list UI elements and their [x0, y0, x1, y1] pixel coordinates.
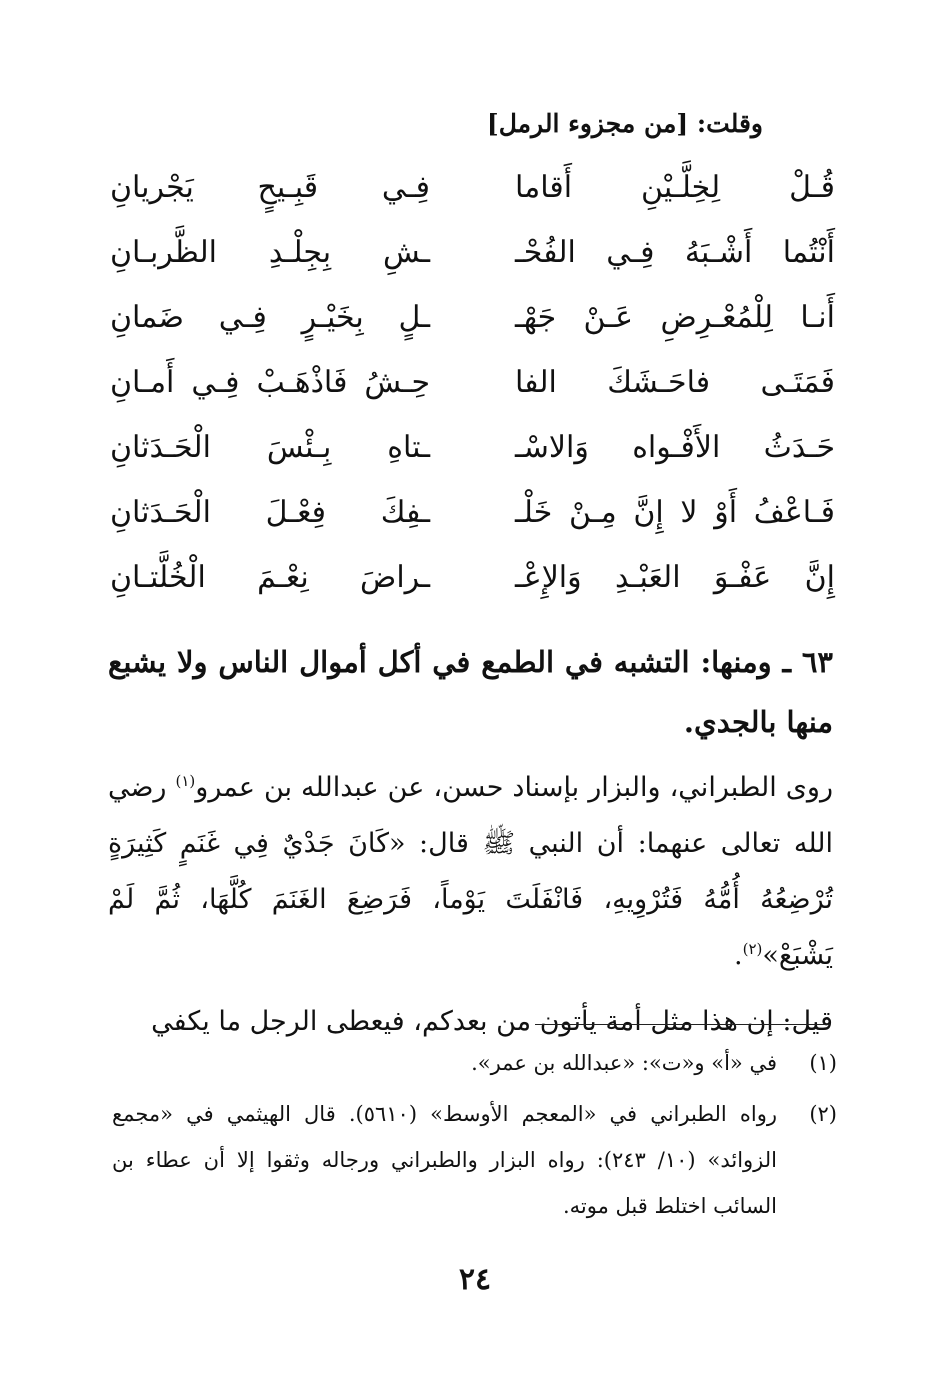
verse-second-hemistich: ـشِ بِجِلْـدِ الظَّربـانِ: [110, 235, 430, 270]
footnote-number: (١): [809, 1051, 837, 1075]
page-number: ٢٤: [458, 1262, 492, 1297]
verse-first-hemistich: أَنْتُما أَشْـبَهُ فِـي الفُحْـ: [515, 235, 835, 270]
verse-second-hemistich: حِـشُ فَاذْهَـبْ فِـي أَمـانِ: [110, 365, 430, 400]
verse-first-hemistich: فَمَتَـى فاحَـشَكَ الفا: [515, 365, 835, 400]
verse-second-hemistich: ـراضَ نِعْـمَ الْخُلَّتـانِ: [110, 560, 430, 595]
verse-second-hemistich: ـفِكَ فِعْـلَ الْحَـدَثانِ: [110, 495, 430, 530]
verse-second-hemistich: ـلٍ بِخَيْـرٍ فِـي ضَمانِ: [110, 300, 430, 335]
verse-first-hemistich: فَـاعْفُ أَوْ لا إِنَّ مِـنْ خَلْـ: [515, 495, 835, 530]
footnote-ref-1: (١): [175, 772, 196, 790]
footnote-number: (٢): [809, 1102, 837, 1126]
paragraph-text: روى الطبراني، والبزار بإسناد حسن، عن عبدالله بن عمرو: [195, 772, 833, 803]
footnote-ref-2: (٢): [742, 940, 763, 958]
footnote: [112, 1091, 837, 1229]
commentary-paragraph: قيل: إن هذا مثل أمة يأتون من بعدكم، فيعطى الرجل ما يكفي: [151, 1006, 833, 1037]
poem-verse: [100, 420, 835, 485]
poem-verse: [100, 160, 835, 225]
footnotes: [112, 1040, 837, 1229]
verse-first-hemistich: حَـدَثُ الأَفْـواه وَالاسْـ: [515, 430, 835, 465]
verse-first-hemistich: قُـلْ لِخِلَّـيْنِ أَقاما: [515, 170, 835, 205]
verse-first-hemistich: إِنَّ عَفْـوَ العَبْـدِ وَالإِعْـ: [515, 560, 835, 595]
footnote-divider: [535, 1024, 830, 1025]
verse-second-hemistich: فِـي قَبِـيحٍ يَجْريانِ: [110, 170, 430, 205]
poem: [100, 160, 835, 615]
footnote: [112, 1040, 837, 1086]
paragraph-end: .: [733, 940, 743, 971]
poem-verse: [100, 485, 835, 550]
body-text: [108, 760, 833, 1050]
poem-verse: [100, 355, 835, 420]
poem-verse: [100, 225, 835, 290]
footnote-text: رواه الطبراني في «المعجم الأوسط» (٥٦١٠). قال الهيثمي في «مجمع الزوائد» (١٠/ ٢٤٣): رواه البزار والطبراني ورجاله وثقوا إلا أن عطاء بن السائب اختلط قبل موته.: [112, 1102, 777, 1218]
footnote-text: في «أ» و«ت»: «عبدالله بن عمر».: [471, 1051, 777, 1075]
paragraph-text: رضي الله تعالى عنهما: أن النبي ﷺ قال: «كَانَ جَدْيٌ فِي غَنَمٍ كَثِيرَةٍ تُرْضِعُهُ أُمُّهُ فَتُرْوِيهِ، فَانْفَلَتَ يَوْماً، فَرَضِعَ الغَنَمَ كُلَّهَا، ثُمَّ لَمْ يَشْبَعْ»: [108, 772, 833, 971]
hadith-paragraph: [108, 760, 833, 984]
verse-second-hemistich: ـتاهِ بِـئْسَ الْحَـدَثانِ: [110, 430, 430, 465]
poem-verse: [100, 290, 835, 355]
section-heading: ٦٣ ـ ومنها: التشبه في الطمع في أكل أموال الناس ولا يشبع منها بالجدي.: [108, 645, 833, 739]
poem-intro: وقلت: [من مجزوء الرمل]: [486, 109, 763, 138]
verse-first-hemistich: أَنـا لِلْمُعْـرِضِ عَـنْ جَهْـ: [515, 300, 835, 335]
poem-verse: [100, 550, 835, 615]
